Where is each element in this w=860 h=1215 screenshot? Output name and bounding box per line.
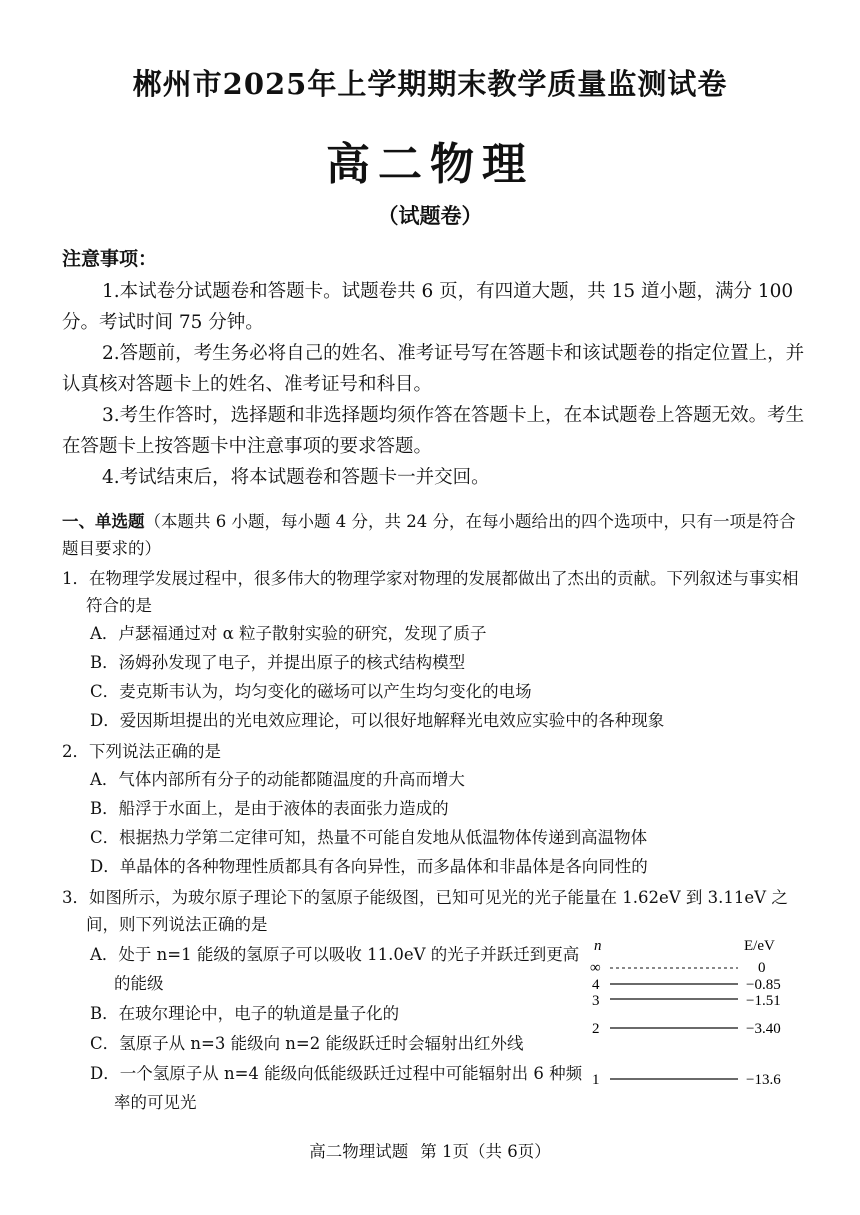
footer-subject: 高二物理试题 — [309, 1142, 409, 1161]
n-axis-label: n — [594, 938, 602, 954]
section-label: 一、单选题 — [62, 512, 145, 531]
question-stem: 3．如图所示，为玻尔原子理论下的氢原子能级图，已知可见光的光子能量在 1.62eV 到 3.11eV 之间，则下列说法正确的是 — [62, 888, 788, 934]
question-option: D．爱因斯坦提出的光电效应理论，可以很好地解释光电效应实验中的各种现象 — [90, 711, 665, 730]
energy-axis-label: E/eV — [744, 938, 775, 954]
question-3 — [62, 884, 806, 938]
notice-heading: 注意事项： — [62, 248, 158, 270]
notice-item: 1.本试卷分试题卷和答题卡。试题卷共 6 页，有四道大题，共 15 道小题，满分 100 分。考试时间 75 分钟。 — [62, 281, 794, 333]
section-heading — [62, 508, 806, 562]
question-option: C．氢原子从 n=3 能级向 n=2 能级跃迁时会辐射出红外线 — [90, 1034, 524, 1053]
level-n-label: 4 — [592, 977, 600, 993]
level-n-label: 2 — [592, 1021, 600, 1037]
footer-page-number: 第 1页（共 6页） — [420, 1142, 551, 1161]
exam-title: 郴州市2025年上学期期末教学质量监测试卷 — [132, 67, 728, 101]
notice-item: 3.考生作答时，选择题和非选择题均须作答在答题卡上，在本试题卷上答题无效。考生在答题卡上按答题卡中注意事项的要求答题。 — [62, 405, 805, 457]
question-stem: 1．在物理学发展过程中，很多伟大的物理学家对物理的发展都做出了杰出的贡献。下列叙述与事实相符合的是 — [62, 569, 799, 615]
question-option: B．船浮于水面上，是由于液体的表面张力造成的 — [90, 799, 449, 818]
section-instructions: （本题共 6 小题，每小题 4 分，共 24 分，在每小题给出的四个选项中，只有一项是符合题目要求的） — [62, 512, 796, 558]
level-n-label: 3 — [592, 993, 600, 1009]
energy-level-diagram — [582, 932, 812, 1092]
level-energy-label: 0 — [758, 960, 766, 976]
volume-label: （试题卷） — [377, 203, 483, 228]
page-footer — [0, 1138, 860, 1162]
level-energy-label: −3.40 — [746, 1021, 781, 1037]
question-option: C．根据热力学第二定律可知，热量不可能自发地从低温物体传递到高温物体 — [90, 828, 648, 847]
question-option: A．处于 n=1 能级的氢原子可以吸收 11.0eV 的光子并跃迁到更高的能级 — [90, 945, 580, 993]
question-option: A．气体内部所有分子的动能都随温度的升高而增大 — [90, 770, 465, 789]
notice-item: 2.答题前，考生务必将自己的姓名、准考证号写在答题卡和该试题卷的指定位置上，并认真核对答题卡上的姓名、准考证号和科目。 — [62, 343, 805, 395]
question-stem: 2．下列说法正确的是 — [62, 742, 221, 761]
notice-list — [62, 276, 806, 493]
question-option: D．单晶体的各种物理性质都具有各向异性，而多晶体和非晶体是各向同性的 — [90, 857, 648, 876]
question-option: B．在玻尔理论中，电子的轨道是量子化的 — [90, 1004, 400, 1023]
question-option: C．麦克斯韦认为，均匀变化的磁场可以产生均匀变化的电场 — [90, 682, 532, 701]
question-3-options — [62, 940, 587, 1118]
level-energy-label: −1.51 — [746, 993, 781, 1009]
question-2 — [62, 738, 806, 881]
level-n-label: 1 — [592, 1072, 600, 1088]
level-n-label: ∞ — [590, 960, 601, 976]
question-option: A．卢瑟福通过对 α 粒子散射实验的研究，发现了质子 — [90, 624, 487, 643]
level-energy-label: −0.85 — [746, 977, 781, 993]
notice-item: 4.考试结束后，将本试题卷和答题卡一并交回。 — [102, 467, 490, 488]
subject-title: 高二物理 — [326, 139, 534, 190]
question-option: B．汤姆孙发现了电子，并提出原子的核式结构模型 — [90, 653, 466, 672]
level-energy-label: −13.6 — [746, 1072, 781, 1088]
question-option: D．一个氢原子从 n=4 能级向低能级跃迁过程中可能辐射出 6 种频率的可见光 — [90, 1064, 583, 1112]
question-1 — [62, 565, 806, 735]
